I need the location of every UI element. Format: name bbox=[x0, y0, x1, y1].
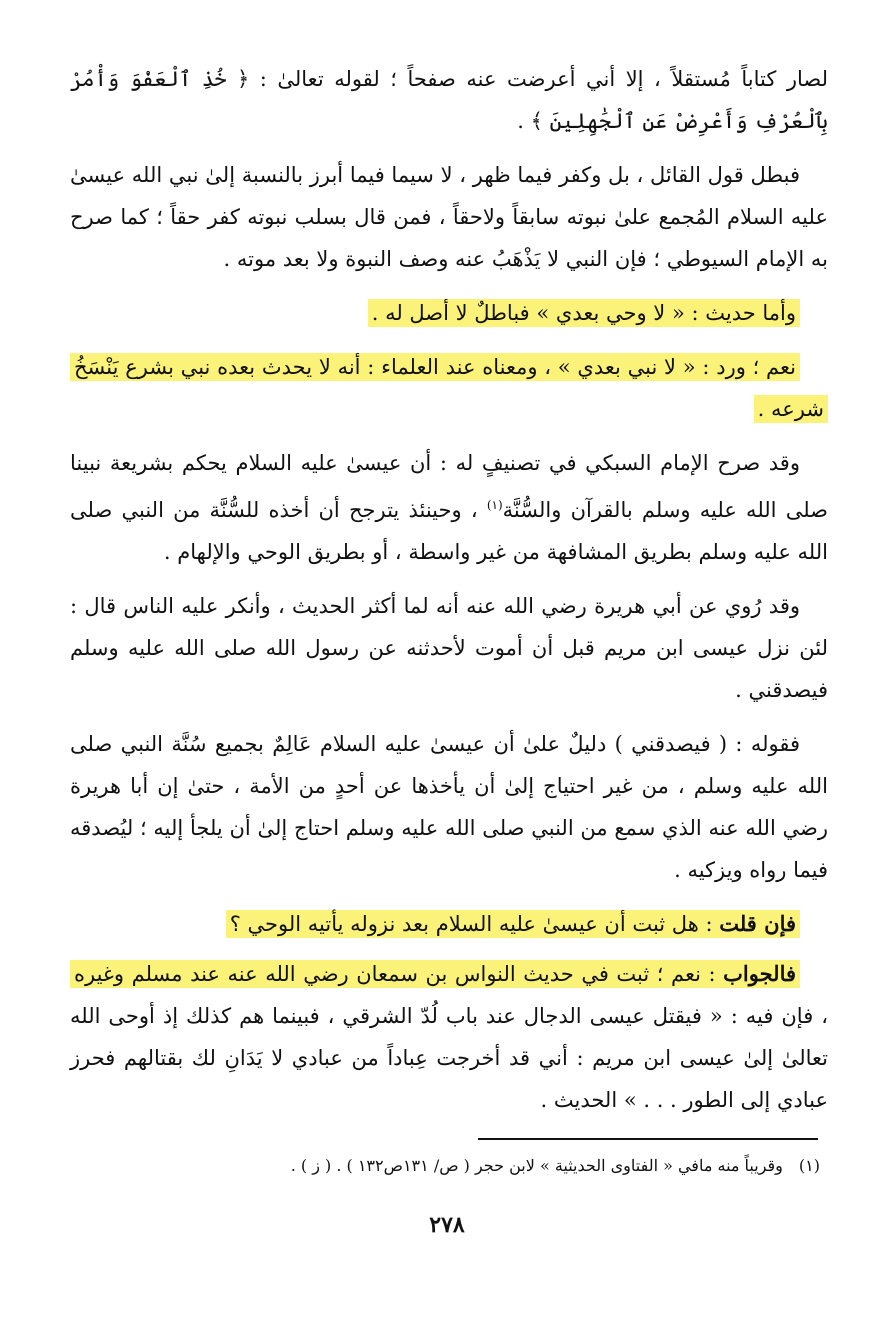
page-number: ٢٧٨ bbox=[429, 1212, 465, 1238]
paragraph-text: ، وحينئذ يترجح أن أخذه للسُّنَّة من النبي صلى الله عليه وسلم بطريق المشافهة من غير واسطة ، أو بطريق الوحي والإلهام . bbox=[70, 498, 828, 564]
footnote-divider bbox=[478, 1138, 818, 1140]
paragraph-answer bbox=[70, 953, 828, 1121]
highlighted-text bbox=[70, 960, 800, 988]
paragraph-refutation bbox=[70, 154, 828, 280]
highlighted-text: نعم ؛ ورد : « لا نبي بعدي » ، ومعناه عند العلماء : أنه لا يحدث بعده نبي بشرع يَنْسَخُ شرعه . bbox=[70, 353, 828, 423]
paragraph-text: . bbox=[517, 109, 531, 133]
quran-verse: ﴿ خُذِ ٱلْعَفْوَ وَأْمُرْ بِٱلْعُرْفِ وَأَعْرِضْ عَنِ ٱلْجَٰهِلِينَ ﴾ bbox=[70, 67, 828, 133]
page-body bbox=[70, 58, 828, 1133]
footnote-reference[interactable]: (١) bbox=[486, 498, 503, 512]
paragraph-hadith-no-revelation bbox=[70, 292, 828, 334]
paragraph-text: وقد صرح الإمام السبكي في تصنيفٍ له : أن عيسىٰ عليه السلام يحكم بشريعة نبينا صلى الله عليه وسلم بالقرآن والسُّنَّة bbox=[70, 451, 829, 522]
paragraph-text: ، فإن فيه : « فيقتل عيسى الدجال عند باب لُدّ الشرقي ، فبينما هم كذلك إذ أوحى الله تعالىٰ إلىٰ عيسى ابن مريم : أني قد أخرجت عِباداً من عبادي لا يَدَانِ لك بقتالهم فحرز عبادي إلى الطور . . . » الحديث . bbox=[70, 1004, 828, 1112]
paragraph-subki bbox=[70, 442, 828, 573]
footnote-number: (١) bbox=[798, 1156, 820, 1175]
answer-text: : نعم ؛ ثبت في حديث النواس بن سمعان رضي الله عنه عند مسلم وغيره bbox=[74, 962, 724, 986]
paragraph-text: وقد رُوي عن أبي هريرة رضي الله عنه أنه لما أكثر الحديث ، وأنكر عليه الناس قال : لئن نزل عيسى ابن مريم قبل أن أموت لأحدثنه عن رسول الله صلى الله عليه وسلم فيصدقني . bbox=[70, 594, 828, 702]
paragraph-no-prophet-after-me bbox=[70, 346, 828, 430]
paragraph-abu-hurayra bbox=[70, 585, 828, 711]
question-label: فإن قلت bbox=[719, 911, 796, 936]
paragraph-text: فبطل قول القائل ، بل وكفر فيما ظهر ، لا سيما فيما أبرز بالنسبة إلىٰ نبي الله عيسىٰ عليه السلام المُجمع علىٰ نبوته سابقاً ولاحقاً ، فمن قال بسلب نبوته كفر حقاً ؛ كما صرح به الإمام السيوطي ؛ فإن النبي لا يَذْهَبُ عنه وصف النبوة ولا بعد موته . bbox=[70, 163, 828, 271]
paragraph-quran-citation bbox=[70, 58, 828, 142]
footnote bbox=[230, 1152, 820, 1180]
answer-label: فالجواب bbox=[723, 961, 796, 986]
question-text: : هل ثبت أن عيسىٰ عليه السلام بعد نزوله يأتيه الوحي ؟ bbox=[229, 912, 720, 936]
paragraph-question bbox=[70, 903, 828, 945]
highlighted-text: وأما حديث : « لا وحي بعدي » فباطلٌ لا أصل له . bbox=[368, 299, 800, 327]
paragraph-fayusaddiquni bbox=[70, 723, 828, 891]
footnote-text: وقريباً منه مافي « الفتاوى الحديثية » لابن حجر ( ص/ ١٣١ص١٣٢ ) . ( ز ) . bbox=[290, 1156, 783, 1175]
highlighted-text bbox=[226, 910, 800, 938]
paragraph-text: لصار كتاباً مُستقلاً ، إلا أني أعرضت عنه صفحاً ؛ لقوله تعالىٰ : bbox=[249, 67, 828, 91]
paragraph-text: فقوله : ( فيصدقني ) دليلٌ علىٰ أن عيسىٰ عليه السلام عَالِمٌ بجميع سُنَّة النبي صلى الله عليه وسلم ، من غير احتياج إلىٰ أن يأخذها عن أحدٍ من الأمة ، حتىٰ إن أبا هريرة رضي الله عنه الذي سمع من النبي صلى الله عليه وسلم احتاج إلىٰ أن يلجأ إليه ؛ ليُصدقه فيما رواه ويزكيه . bbox=[70, 732, 828, 882]
